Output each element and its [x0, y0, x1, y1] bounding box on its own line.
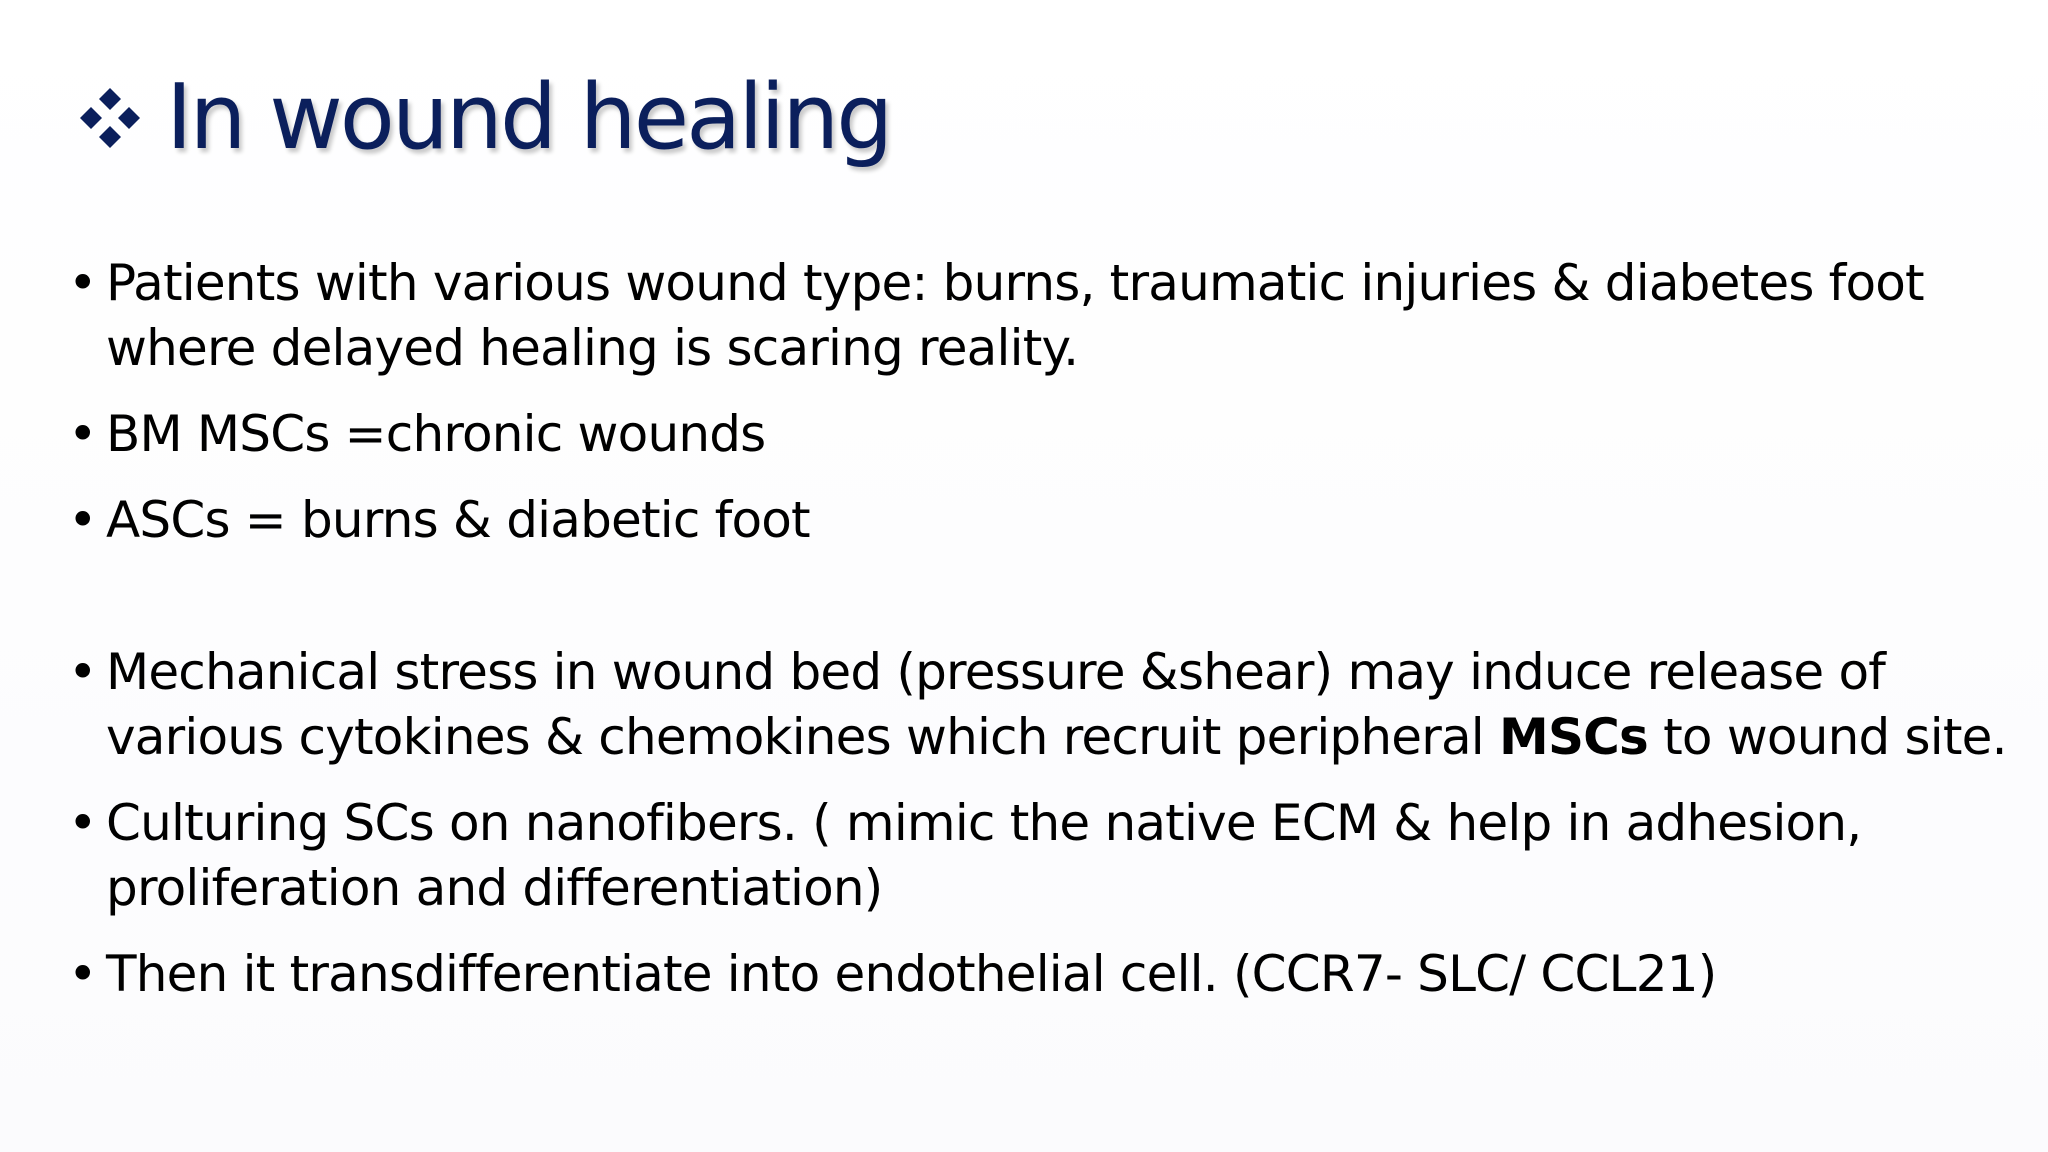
bullet-item — [68, 942, 2008, 1007]
bullet-text: Culturing SCs on nanofibers. ( mimic the native ECM & help in adhesion, proliferation and differentiation) — [106, 794, 1862, 917]
bullet-list — [68, 251, 2008, 1028]
bullet-dot-icon: • — [68, 254, 97, 312]
slide-title — [74, 62, 890, 174]
bullet-dot-icon: • — [68, 643, 97, 701]
bullet-dot-icon: • — [68, 794, 97, 852]
bullet-text: Then it transdifferentiate into endothelial cell. (CCR7- SLC/ CCL21) — [106, 945, 1717, 1003]
bullet-emphasis-text: MSCs — [1499, 708, 1649, 766]
bullet-text: Patients with various wound type: burns, traumatic injuries & diabetes foot where delayed healing is scaring reality. — [106, 254, 1924, 377]
bullet-text: ASCs = burns & diabetic foot — [106, 491, 810, 549]
four-diamond-bullet-icon — [74, 82, 146, 154]
bullet-dot-icon: • — [68, 945, 97, 1003]
slide-title-text: In wound healing — [166, 65, 891, 170]
bullet-dot-icon: • — [68, 491, 97, 549]
bullet-item — [68, 488, 2008, 553]
bullet-text: BM MSCs =chronic wounds — [106, 405, 766, 463]
bullet-item — [68, 791, 2008, 921]
bullet-item — [68, 640, 2008, 770]
bullet-item — [68, 251, 2008, 381]
bullet-item — [68, 402, 2008, 467]
bullet-text-after-emphasis: to wound site. — [1648, 708, 2007, 766]
bullet-text-before-emphasis: Mechanical stress in wound bed (pressure &shear) may induce release of various cytokines & chemokines which recruit peripheral — [106, 643, 1886, 766]
bullet-dot-icon: • — [68, 405, 97, 463]
